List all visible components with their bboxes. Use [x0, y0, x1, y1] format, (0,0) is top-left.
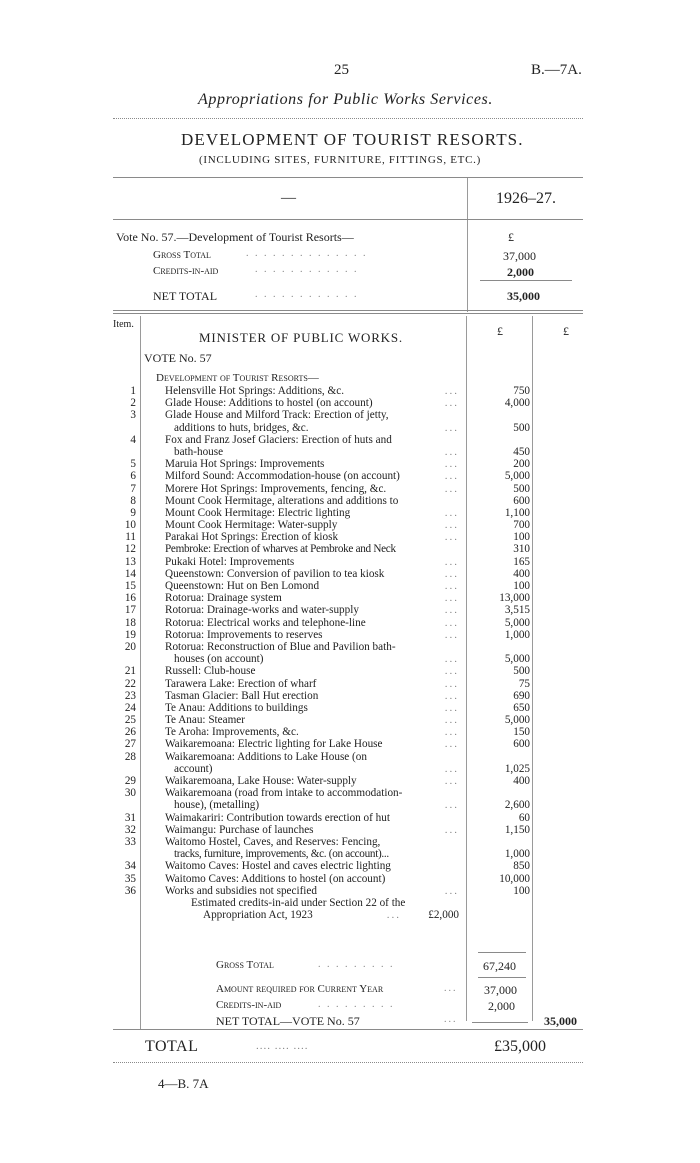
- item-amount: 500: [513, 482, 530, 495]
- item-description: Fox and Franz Josef Glaciers: Erection of huts and: [165, 433, 392, 446]
- item-description: Te Anau: Additions to buildings: [165, 701, 308, 714]
- item-description: Waikaremoana: Electric lighting for Lake House: [165, 738, 383, 751]
- item-amount: 13,000: [499, 592, 530, 605]
- top-table-bottom-rule-2: [113, 313, 583, 314]
- gross-total-label: Gross Total: [216, 959, 274, 971]
- item-amount: 700: [513, 519, 530, 532]
- net-total-vote-label: NET TOTAL—VOTE No. 57: [216, 1014, 360, 1028]
- item-description: Mount Cook Hermitage: Water-supply: [165, 519, 338, 532]
- item-amount: 1,100: [504, 506, 530, 519]
- item-description: Te Anau: Steamer: [165, 714, 245, 727]
- amount-required-label: Amount required for Current Year: [216, 983, 384, 995]
- top-table-year: 1926–27.: [496, 190, 556, 207]
- item-description: Pukaki Hotel: Improvements: [165, 555, 295, 568]
- item-number: 36: [124, 884, 136, 897]
- item-amount: 3,515: [504, 604, 530, 617]
- page-title: DEVELOPMENT OF TOURIST RESORTS.: [181, 130, 524, 149]
- top-net-value: 35,000: [507, 289, 540, 303]
- item-amount: 100: [513, 531, 530, 544]
- top-table-dash: —: [281, 190, 296, 206]
- item-number: 2: [130, 397, 136, 410]
- item-description: Parakai Hot Springs: Erection of kiosk: [165, 531, 339, 544]
- grand-total-label: TOTAL: [145, 1038, 199, 1055]
- item-description: Morere Hot Springs: Improvements, fencing, &c.: [165, 482, 387, 495]
- top-table-divider: [467, 178, 468, 312]
- item-amount: 100: [513, 580, 530, 592]
- item-amount: 1,025: [504, 762, 530, 775]
- item-number: 5: [130, 458, 136, 471]
- item-amount: 600: [513, 494, 530, 507]
- title-rule: [113, 177, 583, 178]
- item-number: 30: [124, 787, 136, 800]
- item-amount: 5,000: [504, 616, 530, 629]
- item-number: 11: [125, 531, 136, 544]
- item-numbers: [100, 385, 136, 897]
- item-number: 13: [124, 555, 136, 568]
- item-amount: 690: [513, 689, 530, 702]
- vote-number: VOTE No. 57: [144, 351, 212, 365]
- top-table-head-rule: [113, 219, 583, 220]
- item-description-cont: tracks, furniture, improvements, &c. (on account)...: [174, 848, 389, 861]
- amount-pound-sign: £: [497, 324, 503, 338]
- item-number: 28: [124, 750, 136, 763]
- grand-total-leader: .... .... ....: [256, 1040, 309, 1052]
- top-pound-sign: £: [508, 230, 514, 244]
- top-gross-value: 37,000: [503, 249, 536, 263]
- item-number: 18: [124, 616, 136, 629]
- item-amount: 310: [513, 543, 530, 556]
- item-amount: 150: [513, 726, 530, 739]
- top-gross-leader: . . . . . . . . . . . . . .: [246, 248, 368, 259]
- item-amount: 2,600: [504, 799, 530, 812]
- item-description-cont: additions to huts, bridges, &c.: [174, 421, 309, 434]
- item-number: 29: [124, 775, 136, 787]
- page-subtitle: (INCLUDING SITES, FURNITURE, FITTINGS, ETC.): [199, 154, 481, 166]
- top-net-rule: [480, 280, 572, 281]
- item-number: 34: [124, 860, 136, 873]
- item-description-cont: house), (metalling): [174, 799, 260, 812]
- item-number: 17: [124, 604, 136, 617]
- item-number: 23: [124, 689, 136, 702]
- total-pound-sign: £: [563, 324, 569, 338]
- item-description: Pembroke: Erection of wharves at Pembroke and Neck: [165, 543, 396, 556]
- item-amount: 100: [513, 884, 530, 897]
- item-number: 3: [130, 409, 136, 422]
- gross-rule-bottom: [478, 977, 526, 978]
- item-number: 25: [124, 714, 136, 727]
- item-amount: 500: [513, 421, 530, 434]
- amount-required-leader: ...: [444, 983, 458, 994]
- item-description: Rotorua: Reconstruction of Blue and Pavilion bath-: [165, 640, 396, 653]
- item-description: Glade House and Milford Track: Erection of jetty,: [165, 409, 389, 422]
- item-number: 4: [130, 433, 136, 446]
- item-description: Waitomo Hostel, Caves, and Reserves: Fencing,: [165, 835, 381, 848]
- grand-total-value: £35,000: [494, 1038, 546, 1055]
- document-ref: B.—7A.: [531, 62, 582, 78]
- item-description-cont: account): [174, 762, 213, 775]
- credits-in-aid-value: 2,000: [488, 999, 515, 1013]
- item-amounts: [466, 385, 530, 897]
- item-amount: 60: [518, 811, 530, 824]
- amount-column-divider: [532, 316, 533, 1021]
- item-amount: 1,000: [504, 848, 530, 861]
- item-number: 19: [124, 628, 136, 641]
- estimated-credits-value: £2,000: [428, 909, 459, 922]
- item-description: Waimangu: Purchase of launches: [165, 823, 314, 836]
- item-amount: 5,000: [504, 470, 530, 483]
- net-total-vote-value: 35,000: [544, 1014, 577, 1028]
- amount-required-value: 37,000: [484, 983, 517, 997]
- vote-line: Vote No. 57.—Development of Tourist Resorts—: [116, 230, 354, 244]
- estimated-credits-line-2: Appropriation Act, 1923: [203, 909, 313, 922]
- item-number: 1: [130, 385, 136, 397]
- item-amount: 5,000: [504, 714, 530, 727]
- item-amount: 5,000: [504, 653, 530, 666]
- item-column-head: Item.: [113, 319, 134, 330]
- top-table-bottom-rule: [113, 310, 583, 311]
- item-description-cont: bath-house: [174, 445, 224, 458]
- net-total-vote-leader: ...: [444, 1014, 458, 1025]
- item-description: Works and subsidies not specified: [165, 884, 317, 897]
- item-description: Waitomo Caves: Additions to hostel (on account): [165, 872, 386, 885]
- item-column-divider: [140, 316, 141, 1029]
- item-amount: 4,000: [504, 397, 530, 410]
- grand-total-rule: [113, 1062, 583, 1063]
- item-number: 20: [124, 640, 136, 653]
- item-description: Helensville Hot Springs: Additions, &c.: [165, 385, 344, 397]
- item-description: Milford Sound: Accommodation-house (on account): [165, 470, 400, 483]
- item-number: 35: [124, 872, 136, 885]
- item-number: 21: [124, 665, 136, 678]
- item-amount: 600: [513, 738, 530, 751]
- printer-signature: 4—B. 7A: [158, 1076, 209, 1091]
- credits-in-aid-label: Credits-in-aid: [216, 999, 282, 1011]
- item-description: Tarawera Lake: Erection of wharf: [165, 677, 317, 690]
- item-description: Rotorua: Improvements to reserves: [165, 628, 323, 641]
- item-number: 8: [130, 494, 136, 507]
- item-description: Waikaremoana, Lake House: Water-supply: [165, 775, 357, 787]
- top-net-leader: . . . . . . . . . . . .: [255, 289, 359, 300]
- top-credits-label: Credits-in-aid: [153, 265, 219, 277]
- item-number: 33: [124, 835, 136, 848]
- gross-rule: [478, 952, 526, 953]
- item-number: 6: [130, 470, 136, 483]
- item-description: Mount Cook Hermitage, alterations and additions to: [165, 494, 399, 507]
- item-amount: 750: [513, 385, 530, 397]
- item-description: Te Aroha: Improvements, &c.: [165, 726, 299, 739]
- item-number: 14: [124, 567, 136, 580]
- item-description-cont: houses (on account): [174, 653, 264, 666]
- item-description: Russell: Club-house: [165, 665, 256, 678]
- item-amount: 200: [513, 458, 530, 471]
- item-amount: 400: [513, 567, 530, 580]
- section-heading: Development of Tourist Resorts—: [156, 372, 319, 384]
- table-bottom-rule: [113, 1029, 583, 1030]
- item-description: Queenstown: Hut on Ben Lomond: [165, 580, 320, 592]
- item-description: Glade House: Additions to hostel (on account): [165, 397, 373, 410]
- item-description: Waimakariri: Contribution towards erection of hut: [165, 811, 390, 824]
- gross-total-value: 67,240: [483, 959, 516, 973]
- item-description: Waikaremoana (road from intake to accommodation-: [165, 787, 403, 800]
- credits-in-aid-leader: . . . . . . . . .: [318, 999, 395, 1010]
- item-number: 22: [124, 677, 136, 690]
- item-number: 32: [124, 823, 136, 836]
- top-gross-label: Gross Total: [153, 249, 211, 261]
- top-net-label: NET TOTAL: [153, 289, 218, 303]
- item-description: Mount Cook Hermitage: Electric lighting: [165, 506, 351, 519]
- estimated-credits-line-1: Estimated credits-in-aid under Section 22 of the: [191, 896, 406, 909]
- item-amount: 10,000: [499, 872, 530, 885]
- item-description: Maruia Hot Springs: Improvements: [165, 458, 325, 471]
- page-number: 25: [334, 62, 349, 78]
- item-number: 16: [124, 592, 136, 605]
- item-number: 15: [124, 580, 136, 592]
- item-amount: 1,150: [504, 823, 530, 836]
- item-amount: 400: [513, 775, 530, 787]
- top-credits-value: 2,000: [507, 265, 534, 279]
- item-amount: 1,000: [504, 628, 530, 641]
- item-description: Tasman Glacier: Ball Hut erection: [165, 689, 319, 702]
- item-number: 7: [130, 482, 136, 495]
- item-number: 27: [124, 738, 136, 751]
- item-description: Rotorua: Electrical works and telephone-line: [165, 616, 366, 629]
- item-amount: 650: [513, 701, 530, 714]
- item-number: 12: [124, 543, 136, 556]
- item-amount: 75: [518, 677, 530, 690]
- item-description: Rotorua: Drainage system: [165, 592, 282, 605]
- item-description: Waikaremoana: Additions to Lake House (on: [165, 750, 367, 763]
- item-description: Queenstown: Conversion of pavilion to tea kiosk: [165, 567, 385, 580]
- item-amount: 165: [513, 555, 530, 568]
- item-descriptions: Helensville Hot Springs: Additions, &c. ... Glade House: Additions to hostel (on account) ... Glade House and Milford Track: Erection of jetty, additions to huts, bridges, &c. ... Fox and Franz Josef Glaciers: Erection of huts and bath-house ... Maruia Hot Springs: Improvements ... Milford Sound: Accommodation-house (on account) ... Morere Hot Springs: Improvements, fencing, &c. ... Mount Cook Hermitage, alterations and additions to Mount Cook Hermitage: Electric lighting ... Mount Cook Hermitage: Water-supply ... Parakai Hot Springs: Erection of kiosk ... Pembroke: Erection of wharves at Pembroke and Neck Pukaki Hotel: Improvements ... Queenstown: Conversion of pavilion to tea kiosk ... Queenstown: Hut on Ben Lomond ... Rotorua: Drainage system ... Rotorua: Drainage-works and water-supply ... Rotorua: Electrical works and telephone-line ... Rotorua: Improvements to reserves ... Rotorua: Reconstruction of Blue and Pavilion bath- houses (on account) ... Russell: Club-house ... Tarawera Lake: Erection of wharf ... Tasman Glacier: Ball Hut erection ... Te Anau: Additions to buildings ... Te Anau: Steamer ... Te Aroha: Improvements, &c. ... Waikaremoana: Electric lighting for Lake House ... Waikaremoana: Additions to Lake House (on account) ... Waikaremoana, Lake House: Water-supply ... Waikaremoana (road from intake to accommodation- house), (metalling) ... Waimakariri: Contribution towards erection of hut Waimangu: Purchase of launches ... Waitomo Hostel, Caves, and Reserves: Fencing, tracks, furniture, improvements, &c. (on account)... Waitomo Caves: Hostel and caves electric lighting Waitomo Caves: Additions to hostel (on account) Works and subsidies not specified ... Estimated credits-in-aid under Section 22 of the Appropriation Act, 1923 ... £2,000: [165, 385, 459, 922]
- minister-heading: MINISTER OF PUBLIC WORKS.: [199, 330, 403, 345]
- item-description: Waitomo Caves: Hostel and caves electric lighting: [165, 860, 391, 873]
- item-number: 31: [124, 811, 136, 824]
- gross-total-leader: . . . . . . . . .: [318, 959, 395, 970]
- item-amount: 500: [513, 665, 530, 678]
- item-number: 24: [124, 701, 136, 714]
- item-amount: 850: [513, 860, 530, 873]
- item-number: 26: [124, 726, 136, 739]
- header-subtitle: Appropriations for Public Works Services.: [198, 91, 493, 108]
- item-number: 10: [124, 519, 136, 532]
- item-number: 9: [130, 506, 136, 519]
- header-rule: [113, 118, 583, 119]
- item-description: Rotorua: Drainage-works and water-supply: [165, 604, 359, 617]
- top-credits-leader: . . . . . . . . . . . .: [255, 264, 359, 275]
- item-amount: 450: [513, 445, 530, 458]
- net-total-dash: [472, 1022, 528, 1023]
